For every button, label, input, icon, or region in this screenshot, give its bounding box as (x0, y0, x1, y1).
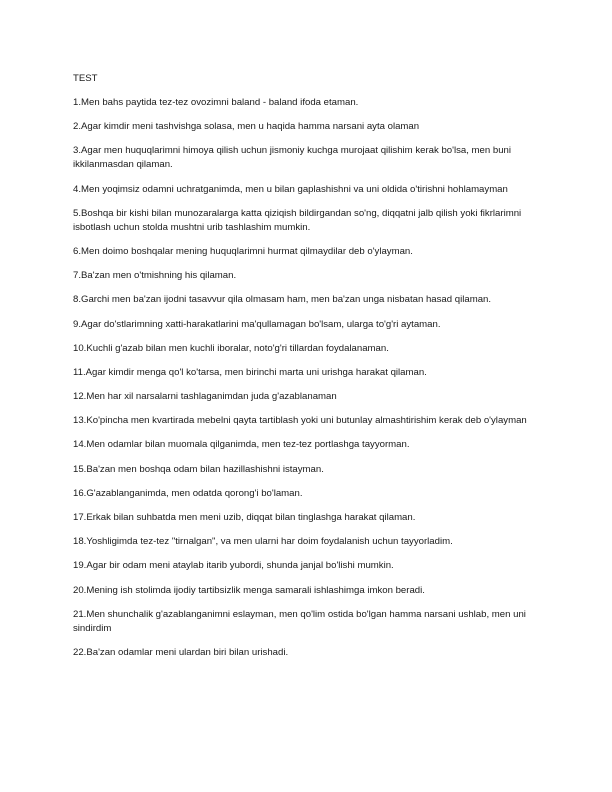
question-list (73, 96, 543, 660)
question-item: 5.Boshqa bir kishi bilan munozaralarga katta qiziqish bildirgandan so'ng, diqqatni jalb qilish yoki fikrlarimni isbotlash uchun stolda mushtni urib tashlashim mumkin. (73, 207, 522, 233)
question-item: 21.Men shunchalik g'azablanganimni eslayman, men qo'lim ostida bo'lgan hamma narsani ushlab, men uni sindirdim (73, 608, 526, 634)
question-item: 11.Agar kimdir menga qo'l ko'tarsa, men birinchi marta uni urishga harakat qilaman. (73, 366, 427, 378)
question-item: 10.Kuchli g'azab bilan men kuchli iboralar, noto'g'ri tillardan foydalanaman. (73, 342, 389, 354)
question-item: 9.Agar do'stlarimning xatti-harakatlarini ma'qullamagan bo'lsam, ularga to'g'ri aytaman. (73, 318, 441, 330)
question-item: 15.Ba'zan men boshqa odam bilan hazillashishni istayman. (73, 463, 324, 475)
question-item: 19.Agar bir odam meni ataylab itarib yubordi, shunda janjal bo'lishi mumkin. (73, 560, 394, 572)
question-item: 3.Agar men huquqlarimni himoya qilish uchun jismoniy kuchga murojaat qilishim kerak bo'lsa, men buni ikkilanmasdan qilaman. (73, 145, 512, 171)
question-item: 12.Men har xil narsalarni tashlaganimdan juda g'azablanaman (73, 391, 337, 403)
question-item: 13.Ko'pincha men kvartirada mebelni qayta tartiblash yoki uni butunlay almashtirishim kerak deb o'ylayman (73, 415, 527, 427)
question-item: 4.Men yoqimsiz odamni uchratganimda, men u bilan gaplashishni va uni oldida o'tirishni hohlamayman (73, 183, 508, 195)
question-item: 2.Agar kimdir meni tashvishga solasa, men u haqida hamma narsani ayta olaman (73, 121, 420, 133)
question-item: 18.Yoshligimda tez-tez "tirnalgan", va men ularni har doim foydalanish uchun tayyorladim. (73, 536, 453, 548)
question-item: 22.Ba'zan odamlar meni ulardan biri bilan urishadi. (73, 646, 289, 658)
question-item: 14.Men odamlar bilan muomala qilganimda, men tez-tez portlashga tayyorman. (73, 439, 410, 451)
question-item: 8.Garchi men ba'zan ijodni tasavvur qila olmasam ham, men ba'zan unga nisbatan hasad qilaman. (73, 294, 492, 306)
document-title: TEST (73, 73, 98, 84)
question-item: 7.Ba'zan men o'tmishning his qilaman. (73, 270, 237, 282)
question-item: 17.Erkak bilan suhbatda men meni uzib, diqqat bilan tinglashga harakat qilaman. (73, 512, 416, 523)
document-body (73, 72, 543, 670)
question-item: 1.Men bahs paytida tez-tez ovozimni baland - baland ifoda etaman. (73, 97, 359, 108)
question-item: 16.G'azablanganimda, men odatda qorong'i bo'laman. (73, 487, 303, 499)
question-item: 6.Men doimo boshqalar mening huquqlarimni hurmat qilmaydilar deb o'ylayman. (73, 245, 413, 257)
question-item: 20.Mening ish stolimda ijodiy tartibsizlik menga samarali ishlashimga imkon beradi. (73, 584, 425, 596)
